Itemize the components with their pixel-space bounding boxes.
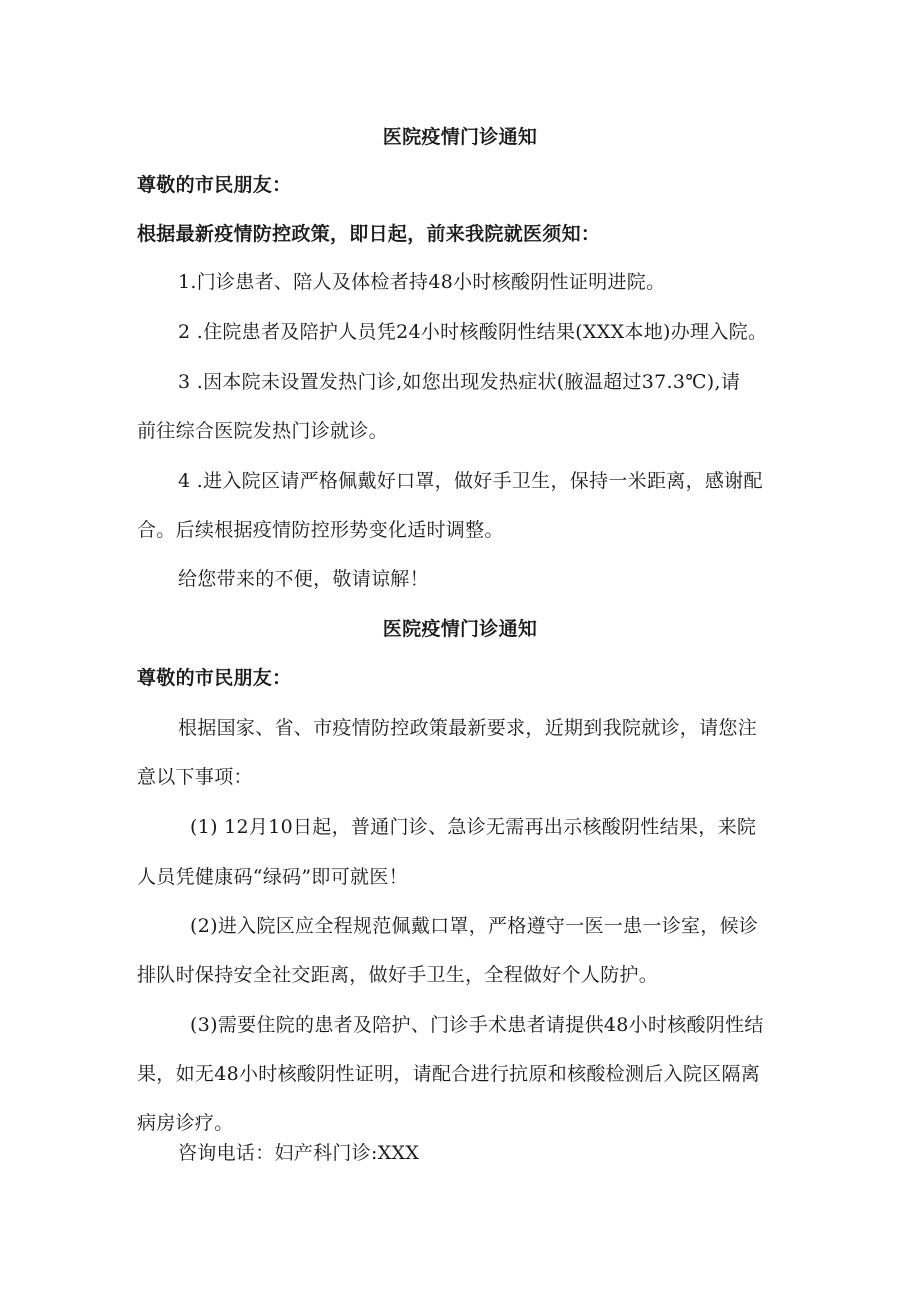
- notice1-closing: 给您带来的不便，敬请谅解！: [178, 568, 429, 590]
- notice1-greeting: 尊敬的市民朋友：: [137, 174, 292, 196]
- notice1-item-3-line-2: 前往综合医院发热门诊就诊。: [137, 420, 388, 442]
- notice2-item-2-line-1: (2)进入院区应全程规范佩戴口罩，严格遵守一医一患一诊室，候诊: [190, 915, 759, 937]
- notice1-title: 医院疫情门诊通知: [382, 126, 538, 148]
- notice2-item-2-line-2: 排队时保持安全社交距离，做好手卫生，全程做好个人防护。: [137, 964, 659, 986]
- notice1-item-2: 2 .住院患者及陪护人员凭24小时核酸阴性结果(XXX本地)办理入院。: [178, 321, 768, 343]
- notice1-item-3-line-1: 3 .因本院未设置发热门诊,如您出现发热症状(腋温超过37.3℃),请: [178, 371, 741, 393]
- notice2-contact: 咨询电话：妇产科门诊:XXX: [178, 1142, 420, 1164]
- notice1-item-4-line-1: 4 .进入院区请严格佩戴好口罩，做好手卫生，保持一米距离，感谢配: [178, 470, 763, 492]
- notice2-item-1-line-2: 人员凭健康码“绿码”即可就医！: [137, 866, 408, 888]
- notice2-item-3-line-3: 病房诊疗。: [137, 1112, 234, 1134]
- notice2-title: 医院疫情门诊通知: [382, 618, 538, 640]
- notice1-item-4-line-2: 合。后续根据疫情防控形势变化适时调整。: [137, 519, 504, 541]
- notice1-item-1: 1.门诊患者、陪人及体检者持48小时核酸阴性证明进院。: [178, 271, 666, 293]
- notice2-intro-line-1: 根据国家、省、市疫情防控政策最新要求，近期到我院就诊，请您注: [178, 717, 758, 739]
- notice2-item-1-line-1: (1) 12月10日起，普通门诊、急诊无需再出示核酸阴性结果，来院: [190, 816, 757, 838]
- notice1-intro: 根据最新疫情防控政策，即日起，前来我院就医须知：: [137, 223, 601, 245]
- notice2-item-3-line-1: (3)需要住院的患者及陪护、门诊手术患者请提供48小时核酸阴性结: [190, 1014, 764, 1036]
- notice2-greeting: 尊敬的市民朋友：: [137, 667, 292, 689]
- notice2-item-3-line-2: 果，如无48小时核酸阴性证明，请配合进行抗原和核酸检测后入院区隔离: [137, 1063, 761, 1085]
- notice2-intro-line-2: 意以下事项：: [137, 766, 253, 788]
